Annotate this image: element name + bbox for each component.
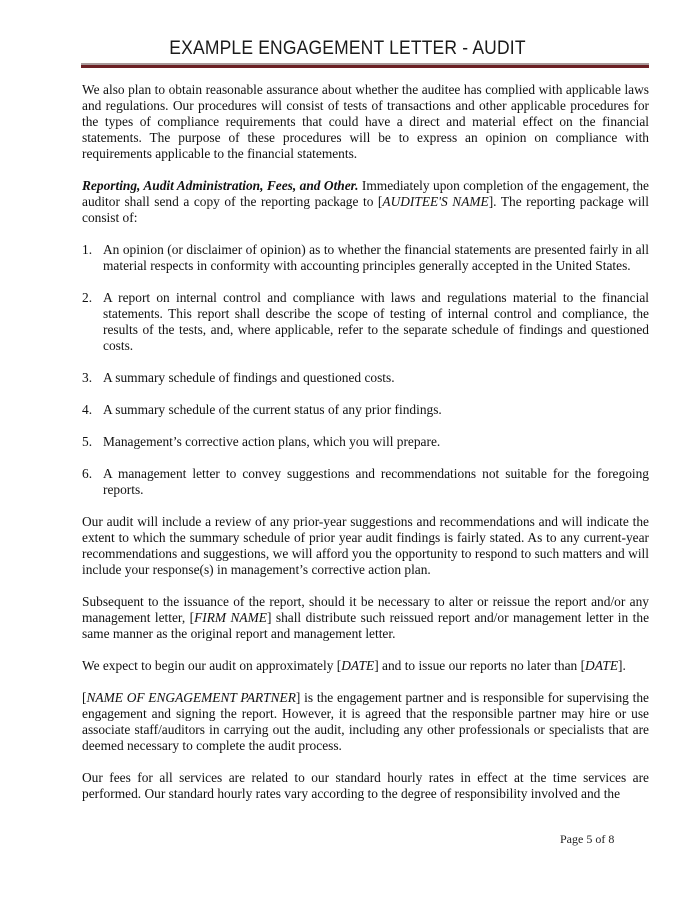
paragraph-compliance: We also plan to obtain reasonable assurance about whether the auditee has complied with applicable laws and regulations. Our procedures will consist of tests of transactions and other applicable procedures for the types of compliance requirements that could have a direct and material effect on the financial statements. The purpose of these procedures will be to express an opinion on compliance with requirements applicable to the financial statements. — [82, 82, 649, 161]
section-heading-reporting: Reporting, Audit Administration, Fees, and Other. — [82, 178, 359, 193]
text-segment: ] shall distribute such reissued report and/or management letter in the same manner as the original report and management letter. — [82, 610, 650, 641]
text-segment: Subsequent to the issuance of the report, should it be necessary to alter or reissue the report and/or any management letter, [ — [82, 594, 649, 625]
placeholder-start-date: DATE — [341, 658, 375, 673]
text-segment: ] and to issue our reports no later than [ — [374, 658, 586, 673]
paragraph-fees: Our fees for all services are related to our standard hourly rates in effect at the time services are performed. Our standard hourly rates vary according to the degree of responsibility involved and the — [82, 770, 649, 801]
list-number: 4. — [82, 402, 93, 417]
list-item-text: An opinion (or disclaimer of opinion) as to whether the financial statements are presented fairly in all material respects in conformity with accounting principles generally accepted in the United States. — [103, 242, 649, 273]
paragraph-reporting — [82, 178, 649, 226]
list-item — [82, 370, 649, 386]
paragraph-prior-year-review: Our audit will include a review of any prior-year suggestions and recommendations and will indicate the extent to which the summary schedule of prior year audit findings is fairly stated. As to any current-year recommendations and suggestions, we will afford you the opportunity to respond to such matters and will include your response(s) in management’s corrective action plan. — [82, 514, 649, 577]
text-segment: ]. — [618, 658, 626, 673]
list-item — [82, 242, 649, 274]
paragraph-schedule — [82, 658, 649, 674]
list-item — [82, 290, 649, 354]
list-item — [82, 466, 649, 498]
list-number: 2. — [82, 290, 93, 305]
text-segment: ] is the engagement partner and is responsible for supervising the engagement and signing the report. However, it is agreed that the responsible partner may hire or use associate staff/auditors in carrying out the audit, including any other professionals or specialists that are deemed necessary to complete the audit process. — [82, 690, 649, 753]
reporting-package-list — [82, 242, 649, 498]
text-segment: ]. The reporting package will consist of: — [82, 194, 650, 225]
list-number: 1. — [82, 242, 93, 257]
list-number: 3. — [82, 370, 93, 385]
paragraph-engagement-partner — [82, 690, 649, 754]
text-segment: Immediately upon completion of the engagement, the auditor shall send a copy of the reporting package to [ — [82, 178, 649, 209]
list-number: 6. — [82, 466, 93, 481]
placeholder-report-date: DATE — [585, 658, 619, 673]
paragraph-reissuance — [82, 594, 649, 642]
list-item-text: A management letter to convey suggestions and recommendations not suitable for the foregoing reports. — [103, 466, 649, 497]
list-item-text: Management’s corrective action plans, which you will prepare. — [103, 434, 441, 449]
list-item — [82, 434, 649, 450]
list-number: 5. — [82, 434, 93, 449]
placeholder-auditee-name: AUDITEE'S NAME — [382, 194, 489, 209]
placeholder-firm-name: FIRM NAME — [194, 610, 267, 625]
text-segment: [ — [82, 690, 87, 705]
list-item-text: A summary schedule of the current status of any prior findings. — [103, 402, 442, 417]
header-rule-thick — [81, 65, 649, 68]
document-title: EXAMPLE ENGAGEMENT LETTER - AUDIT — [169, 38, 526, 59]
document-body — [82, 82, 649, 818]
list-item — [82, 402, 649, 418]
list-item-text: A report on internal control and compliance with laws and regulations material to the financial statements. This report shall describe the scope of testing of internal control and compliance, the results of the tests, and, where applicable, refer to the separate schedule of findings and questioned costs. — [103, 290, 649, 353]
page-number: Page 5 of 8 — [560, 832, 615, 846]
text-segment: We expect to begin our audit on approximately [ — [82, 658, 342, 673]
placeholder-engagement-partner: NAME OF ENGAGEMENT PARTNER — [86, 690, 296, 705]
list-item-text: A summary schedule of findings and questioned costs. — [103, 370, 395, 385]
